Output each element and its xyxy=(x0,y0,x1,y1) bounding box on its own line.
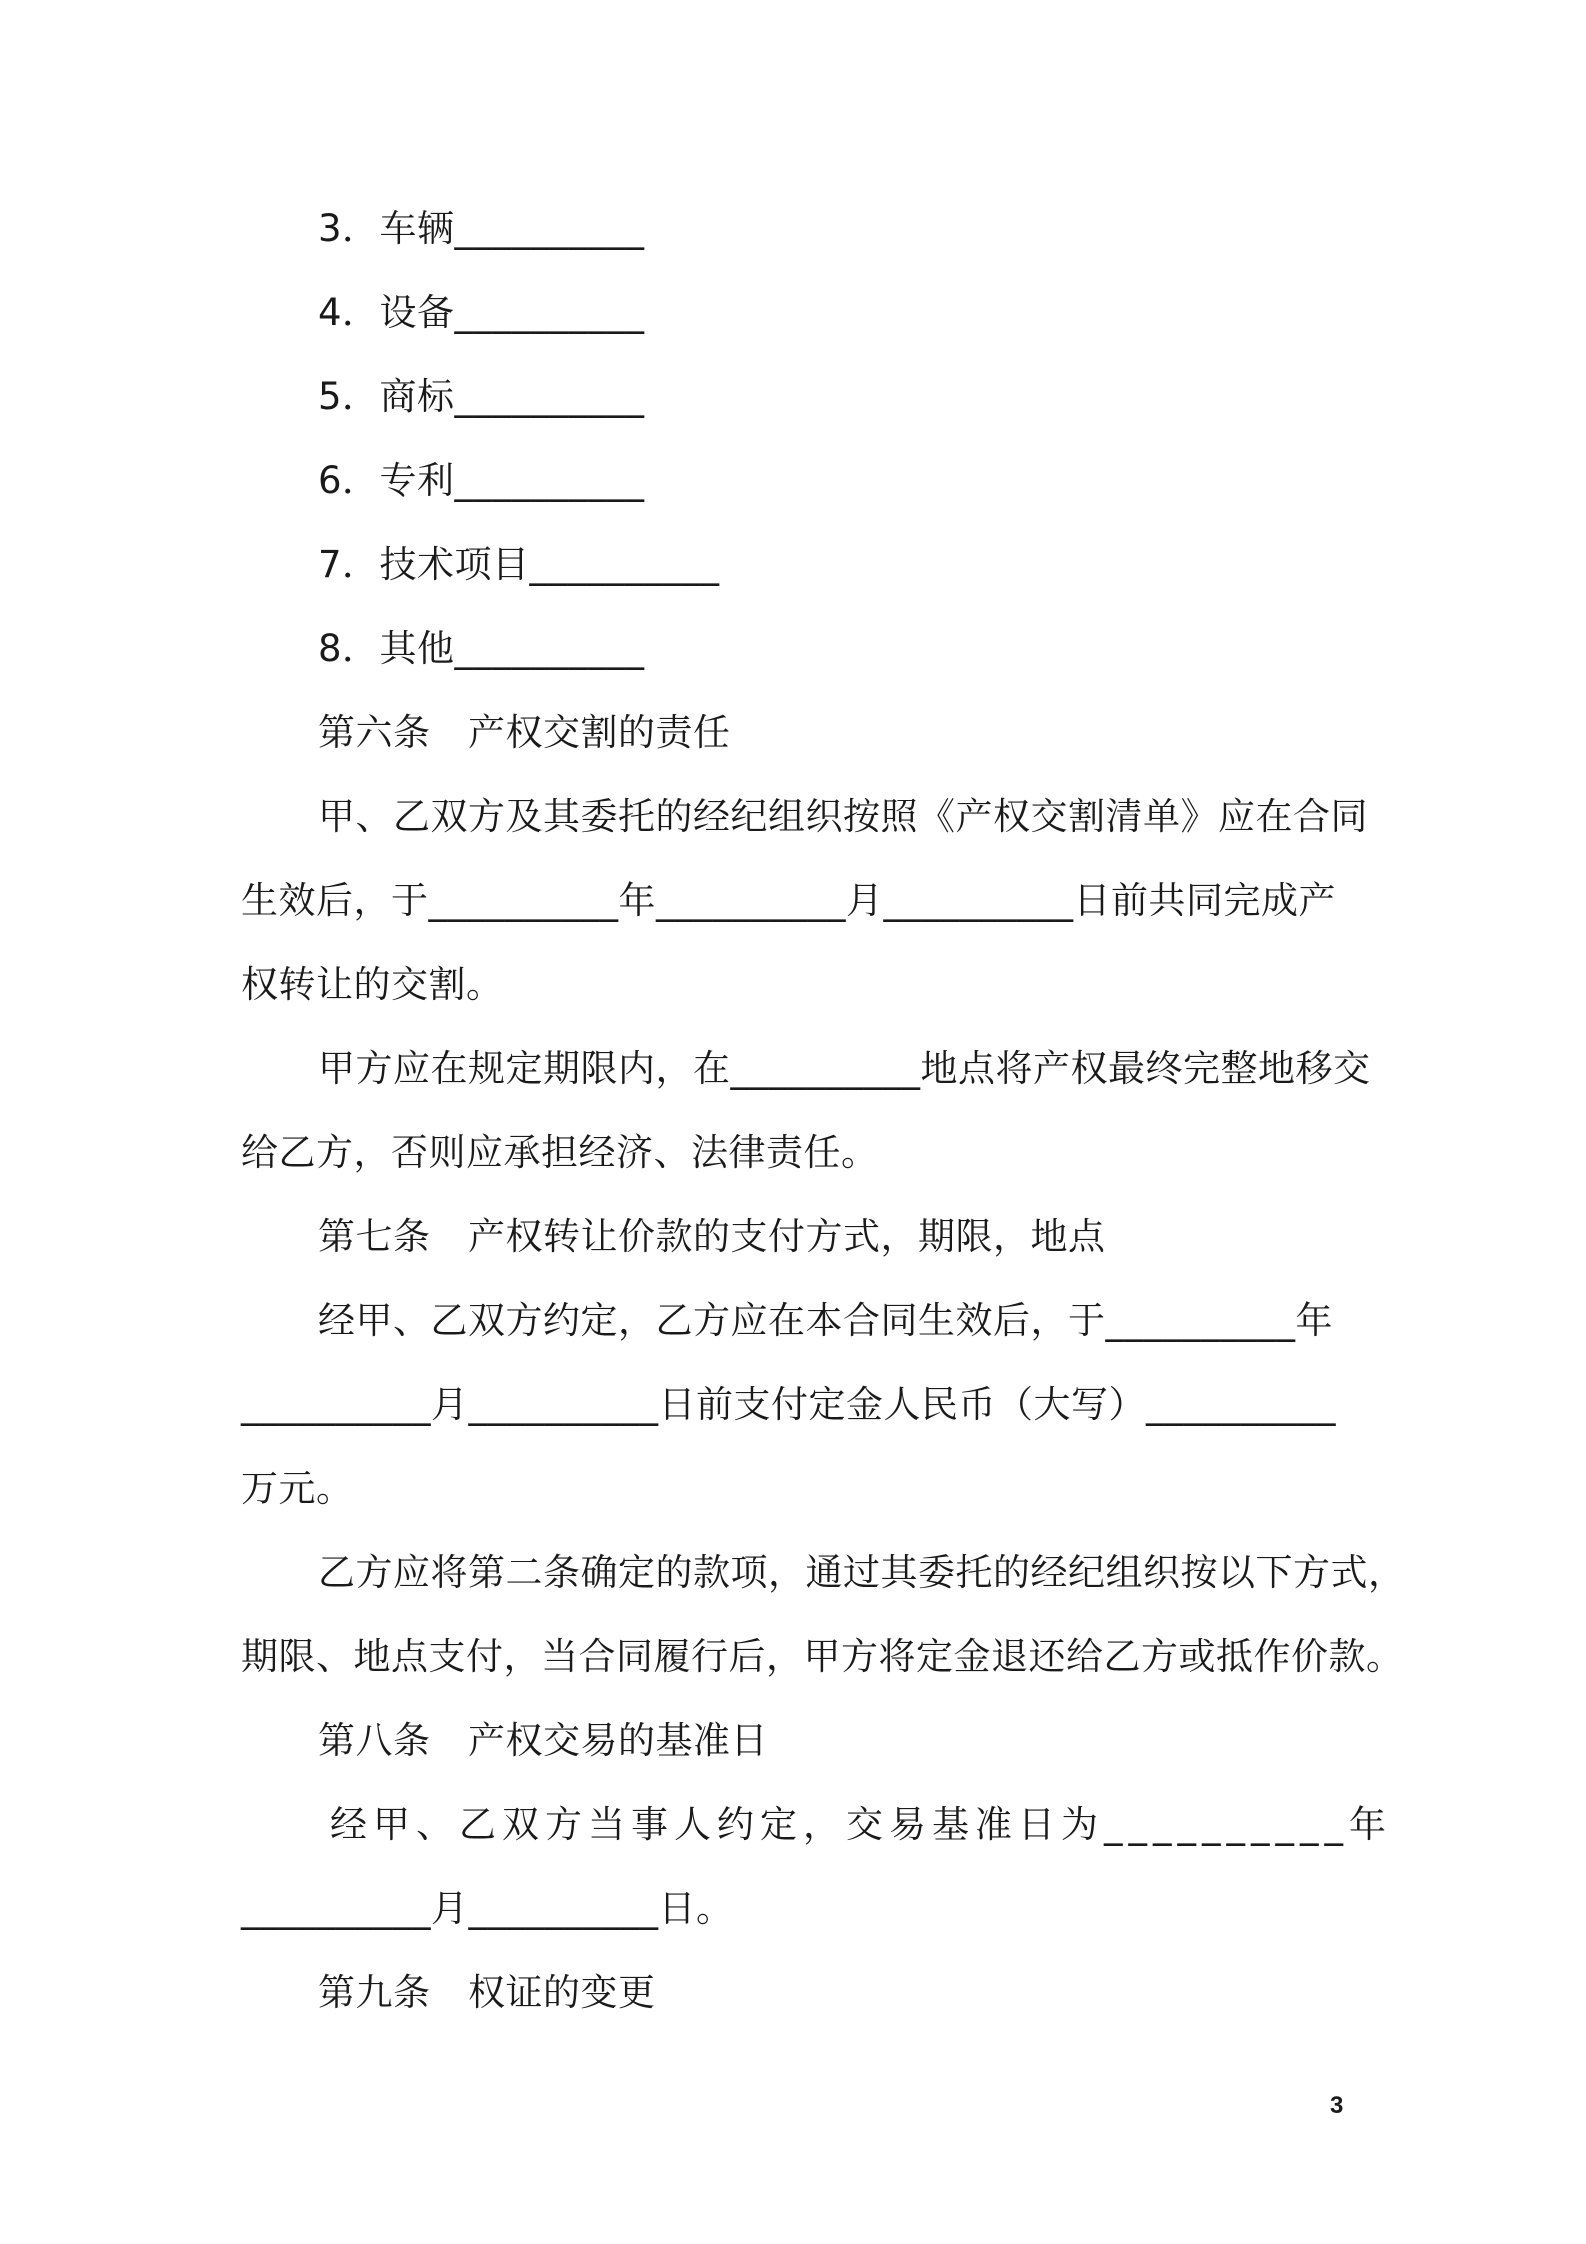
article-7-heading: 第七条 产权转让价款的支付方式，期限，地点 xyxy=(318,1215,1106,1258)
paragraph-line: 期限、地点支付，当合同履行后，甲方将定金退还给乙方或抵作价款。 xyxy=(241,1635,1404,1678)
paragraph-line: 甲、乙双方及其委托的经纪组织按照《产权交割清单》应在合同 xyxy=(318,795,1368,838)
item-other: 8．其他__________ xyxy=(318,627,645,670)
paragraph-line: __________月__________日前支付定金人民币（大写）__________ xyxy=(241,1383,1336,1426)
paragraph-line: 乙方应将第二条确定的款项，通过其委托的经纪组织按以下方式， xyxy=(318,1551,1406,1594)
paragraph-line: __________月__________日。 xyxy=(241,1887,734,1930)
page-number: 3 xyxy=(1330,2092,1344,2119)
item-trademark: 5．商标__________ xyxy=(318,375,645,418)
item-patent: 6．专利__________ xyxy=(318,459,645,502)
article-8-heading: 第八条 产权交易的基准日 xyxy=(318,1719,768,1762)
paragraph-line: 经甲、乙双方当事人约定，交易基准日为__________年 xyxy=(330,1803,1392,1846)
article-6-heading: 第六条 产权交割的责任 xyxy=(318,711,731,754)
paragraph-line: 给乙方，否则应承担经济、法律责任。 xyxy=(241,1131,879,1174)
paragraph-line: 万元。 xyxy=(241,1467,354,1510)
paragraph-line: 权转让的交割。 xyxy=(241,963,504,1006)
paragraph-line: 经甲、乙双方约定，乙方应在本合同生效后，于__________年 xyxy=(318,1299,1333,1342)
paragraph-line: 甲方应在规定期限内，在__________地点将产权最终完整地移交 xyxy=(318,1047,1371,1090)
article-9-heading: 第九条 权证的变更 xyxy=(318,1971,656,2014)
item-tech-project: 7．技术项目__________ xyxy=(318,543,720,586)
paragraph-line: 生效后，于__________年__________月__________日前共同完成产 xyxy=(241,879,1336,922)
item-vehicle: 3．车辆__________ xyxy=(318,207,645,250)
item-equipment: 4．设备__________ xyxy=(318,291,645,334)
